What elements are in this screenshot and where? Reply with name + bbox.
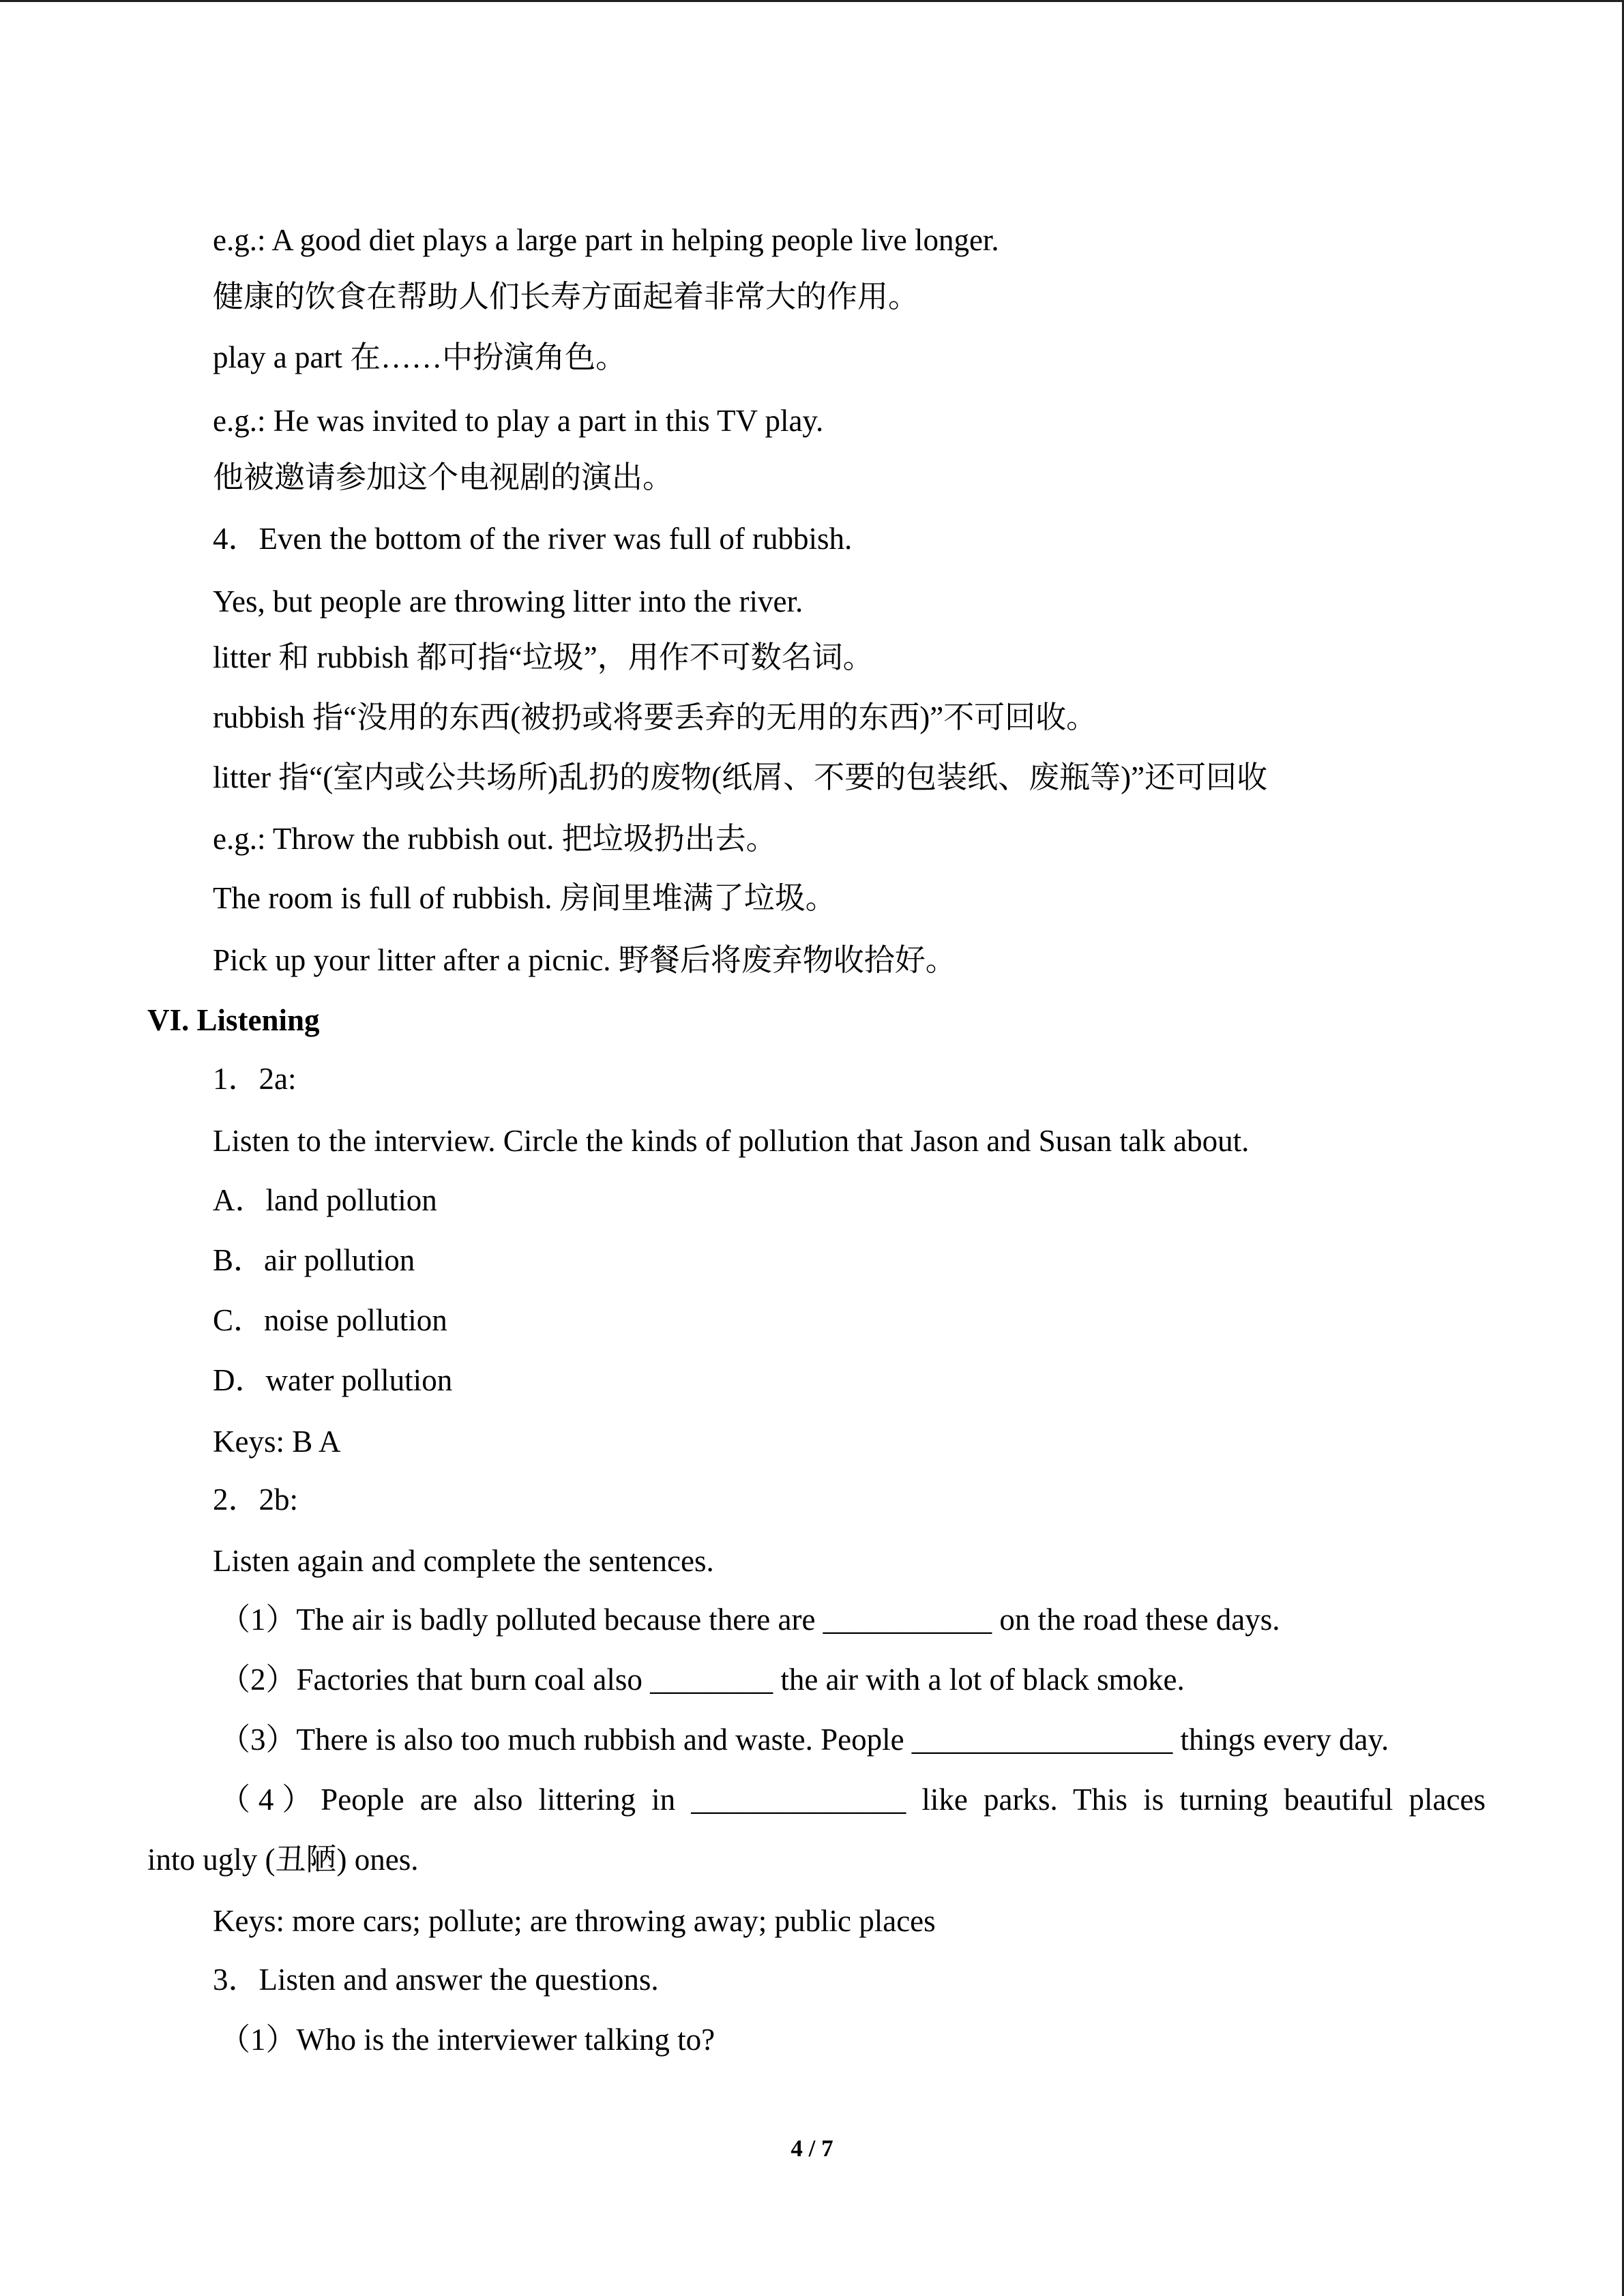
exercise-instruction: Listen to the interview. Circle the kinds of pollution that Jason and Susan talk about. [213, 1124, 1250, 1158]
section-heading: VI. Listening [147, 1003, 320, 1037]
explanation-line: rubbish 指“没用的东西(被扔或将要丢弃的无用的东西)”不可回收。 [213, 700, 1097, 734]
phrase-definition: play a part 在……中扮演角色。 [213, 340, 627, 374]
fill-in-sentence: （1）The air is badly polluted because there are ___________ on the road these days. [220, 1602, 1280, 1637]
exercise-number: 3．Listen and answer the questions. [213, 1963, 659, 1997]
option-c: C．noise pollution [213, 1303, 447, 1337]
translation-line: 健康的饮食在帮助人们长寿方面起着非常大的作用。 [213, 280, 919, 314]
fill-in-sentence: （2）Factories that burn coal also ________ the air with a lot of black smoke. [220, 1663, 1185, 1697]
example-sentence: e.g.: He was invited to play a part in this TV play. [213, 404, 824, 438]
exercise-instruction: Listen again and complete the sentences. [213, 1544, 714, 1578]
page-number: 4 / 7 [791, 2135, 833, 2162]
answer-key: Keys: B A [213, 1425, 341, 1459]
example-sentence: Yes, but people are throwing litter into the river. [213, 584, 803, 618]
explanation-line: litter 指“(室内或公共场所)乱扔的废物(纸屑、不要的包装纸、废瓶等)”还可回收 [213, 760, 1268, 794]
option-a: A．land pollution [213, 1183, 437, 1217]
exercise-number: 2．2b: [213, 1482, 299, 1517]
example-sentence: e.g.: A good diet plays a large part in helping people live longer. [213, 223, 999, 257]
translation-line: 他被邀请参加这个电视剧的演出。 [213, 460, 674, 494]
option-d: D．water pollution [213, 1363, 453, 1397]
example-sentence: Pick up your litter after a picnic. 野餐后将废弃物收拾好。 [213, 943, 956, 977]
fill-in-sentence: （3）There is also too much rubbish and waste. People _________________ things every day. [220, 1723, 1389, 1757]
fill-in-sentence-continued: into ugly (丑陋) ones. [147, 1843, 419, 1877]
example-sentence: The room is full of rubbish. 房间里堆满了垃圾。 [213, 881, 836, 915]
answer-key: Keys: more cars; pollute; are throwing away; public places [213, 1904, 936, 1938]
fill-in-sentence: （4）People are also littering in ______________ like parks. This is turning beautiful places [220, 1783, 1486, 1817]
numbered-point: 4．Even the bottom of the river was full of rubbish. [213, 522, 853, 556]
option-b: B．air pollution [213, 1243, 415, 1277]
example-sentence: e.g.: Throw the rubbish out. 把垃圾扔出去。 [213, 822, 777, 856]
explanation-line: litter 和 rubbish 都可指“垃圾”，用作不可数名词。 [213, 640, 874, 674]
exercise-number: 1．2a: [213, 1062, 297, 1096]
question-line: （1）Who is the interviewer talking to? [220, 2023, 715, 2057]
